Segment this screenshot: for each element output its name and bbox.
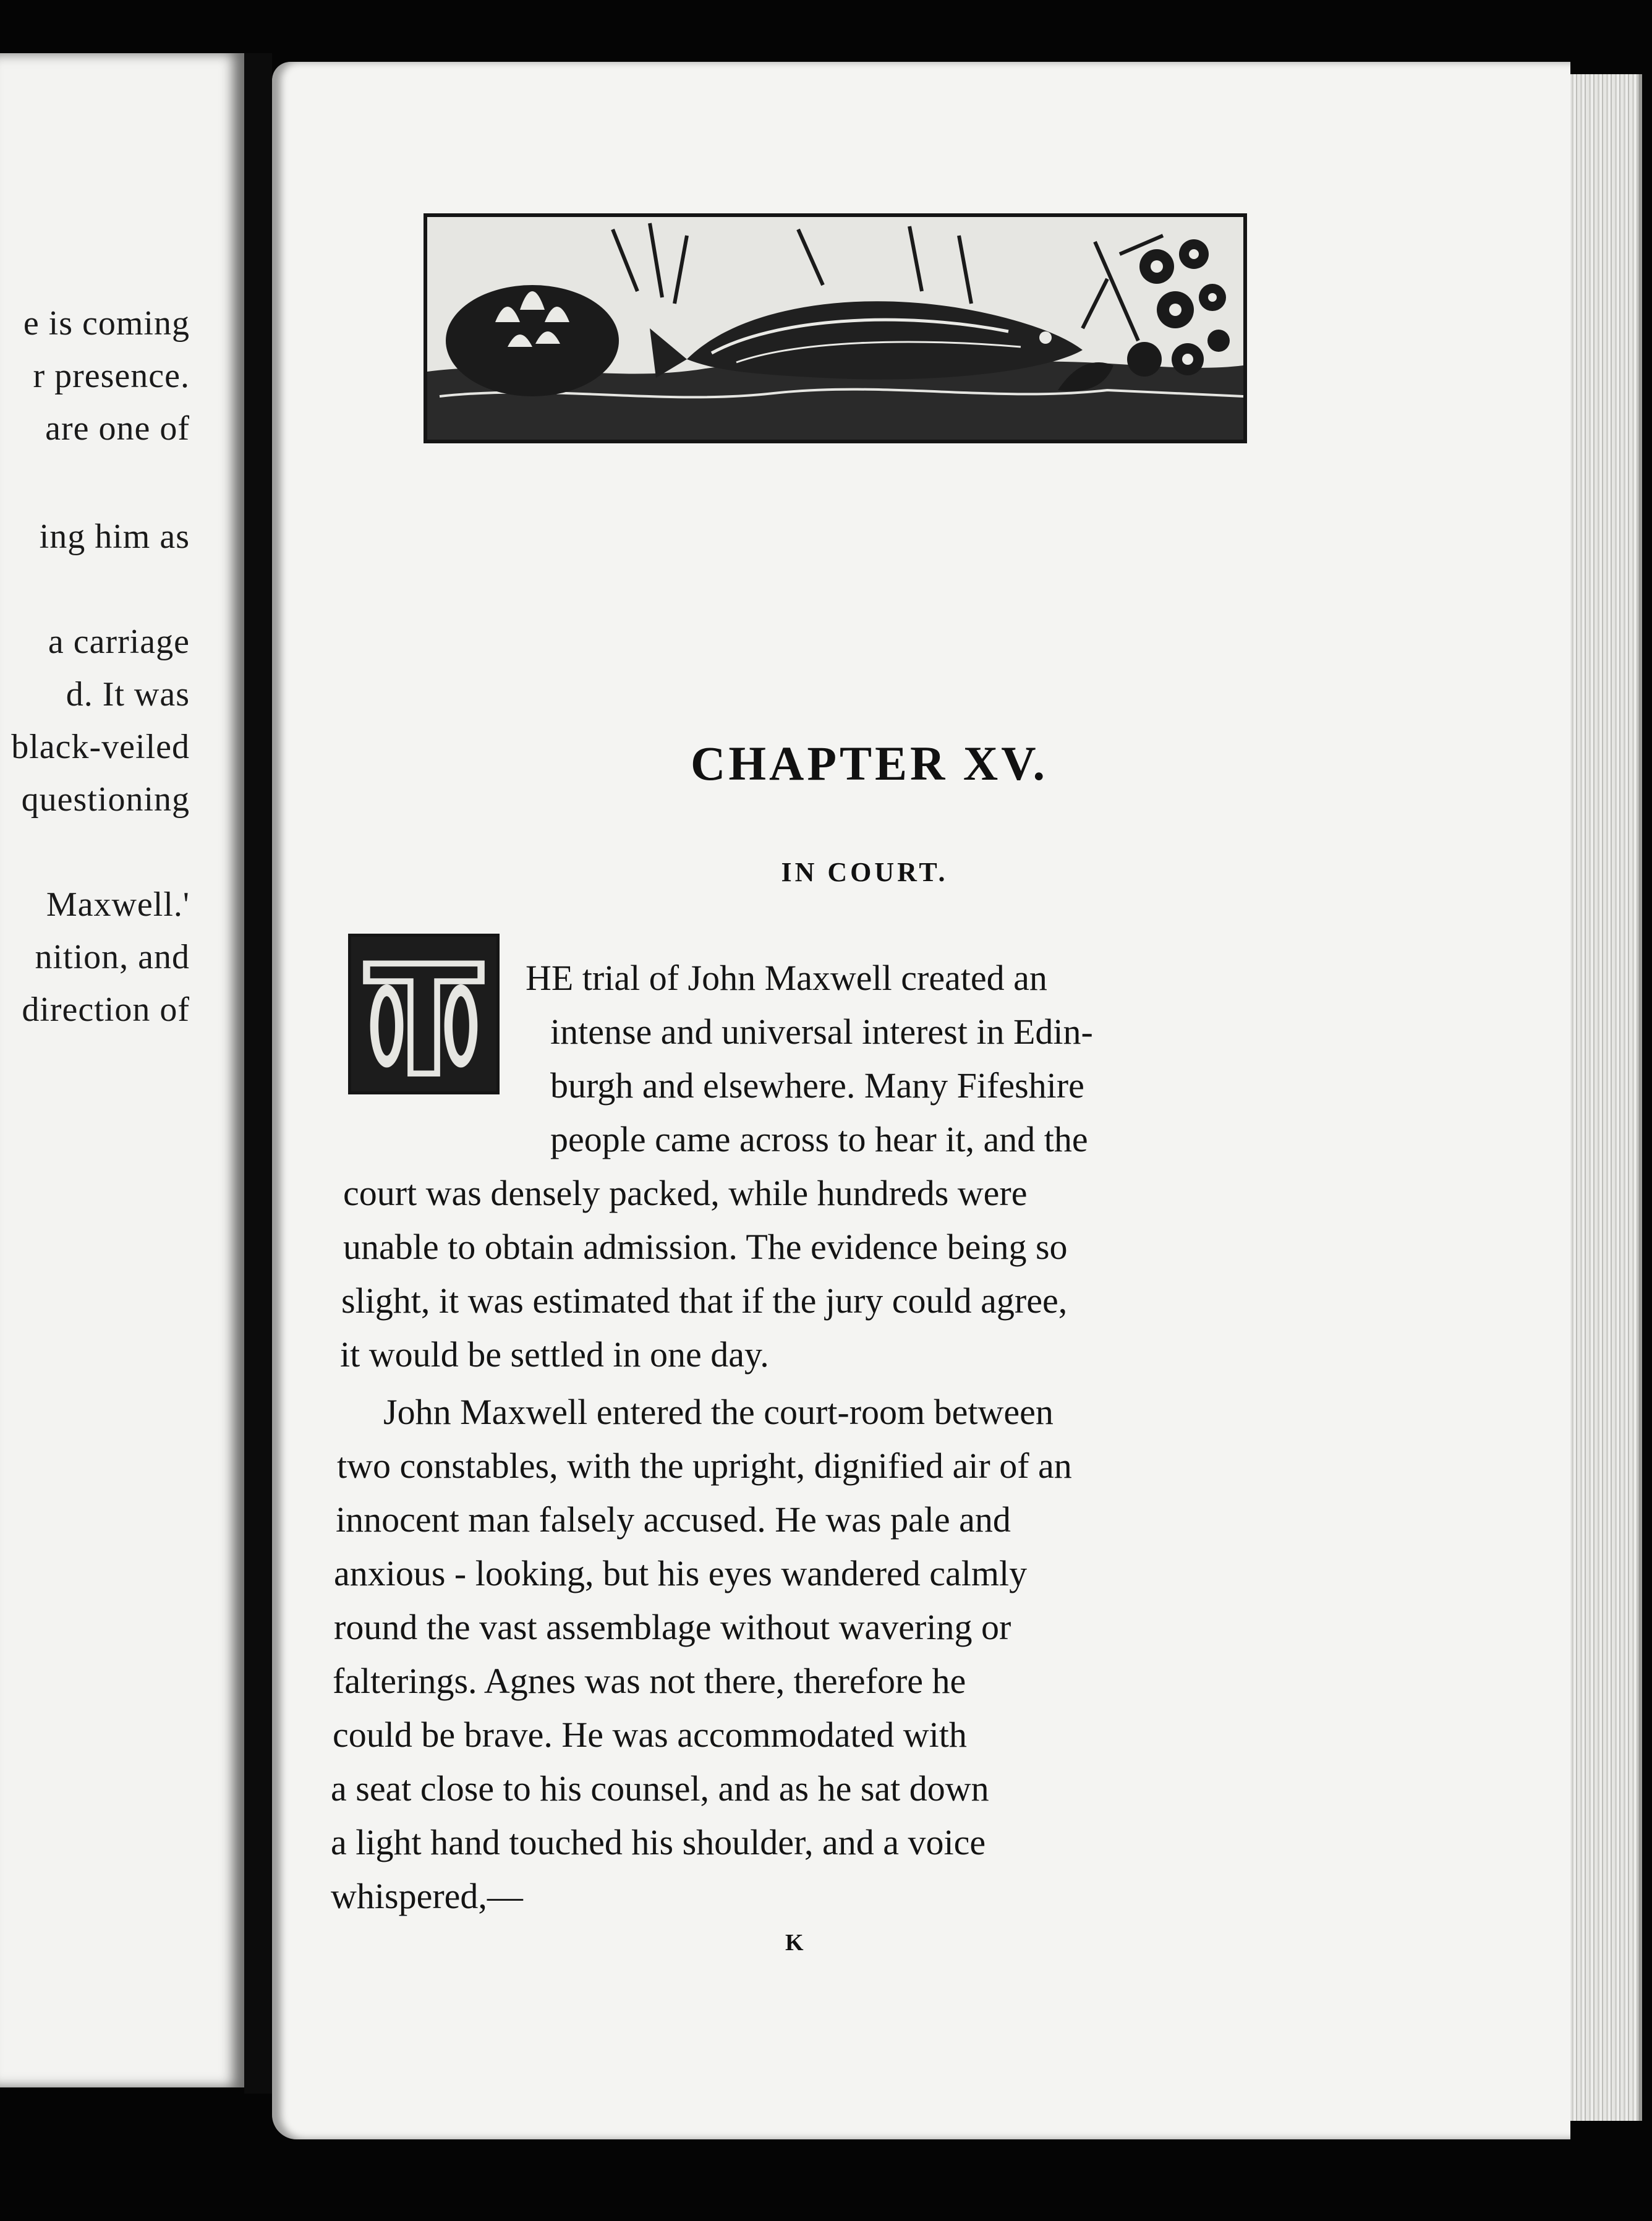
fish-and-lilies-illustration [427,217,1243,440]
text-line: HE trial of John Maxwell created an [526,958,1047,998]
text-line: it would be settled in one day. [340,1334,769,1375]
prev-page-line: are one of [45,409,190,448]
text-line: anxious - looking, but his eyes wandered calmly [334,1553,1028,1593]
text-line: a seat close to his counsel, and as he sat down [331,1768,989,1809]
prev-page-line: black-veiled [11,728,190,766]
prev-page-line: Maxwell.' [46,885,190,924]
prev-page-line: r presence. [33,357,190,395]
text-line: whispered,— [331,1876,523,1916]
text-line: could be brave. He was accommodated with [333,1715,967,1755]
text-line: burgh and elsewhere. Many Fifeshire [550,1065,1084,1106]
text-line: John Maxwell entered the court-room between [383,1392,1054,1432]
book-gutter [244,53,272,2094]
chapter-subtitle: IN COURT. [781,857,948,887]
text-line: round the vast assemblage without wavering or [334,1607,1011,1647]
text-line: a light hand touched his shoulder, and a voice [331,1822,986,1862]
text-line: court was densely packed, while hundreds were [343,1173,1028,1213]
prev-page-line: questioning [21,780,190,819]
prev-page-line: a carriage [48,623,190,661]
dropcap-ornament [351,937,496,1091]
signature-mark: K [785,1930,804,1956]
prev-page-line: e is coming [23,304,190,343]
ornamental-dropcap [348,934,500,1094]
text-line: falterings. Agnes was not there, therefore he [333,1661,966,1701]
text-line: slight, it was estimated that if the jury could agree, [341,1281,1068,1321]
text-line: unable to obtain admission. The evidence being so [343,1227,1068,1267]
text-line: people came across to hear it, and the [550,1119,1088,1159]
prev-page-line: ing him as [39,518,190,556]
text-line: innocent man falsely accused. He was pale and [336,1499,1011,1540]
text-line: two constables, with the upright, dignified air of an [337,1446,1072,1486]
previous-page [0,53,244,2087]
headpiece-engraving [424,213,1247,443]
prev-page-line: direction of [22,991,190,1029]
prev-page-line: d. It was [66,675,190,714]
text-line: intense and universal interest in Edin- [550,1012,1093,1052]
prev-page-line: nition, and [35,938,190,976]
chapter-title: CHAPTER XV. [691,736,1048,790]
